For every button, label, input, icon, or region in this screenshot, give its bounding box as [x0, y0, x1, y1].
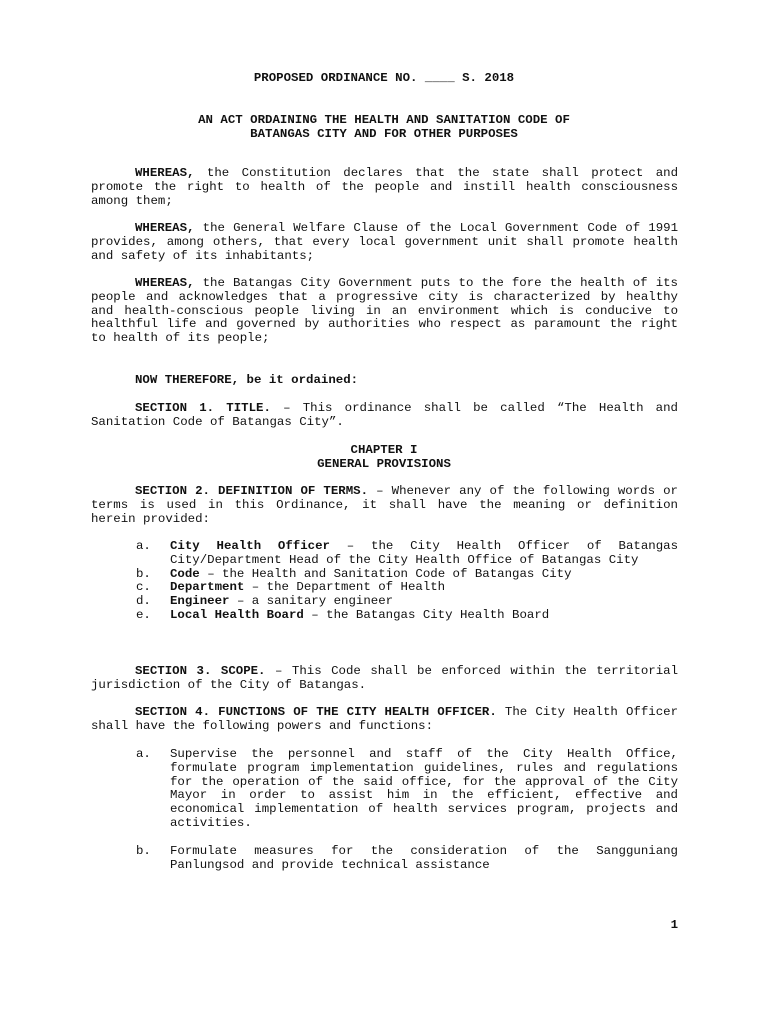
- term-definition: – the Health and Sanitation Code of Batangas City: [207, 566, 572, 581]
- section-3: [91, 665, 678, 693]
- list-item: b. Formulate measures for the consideration of the Sangguniang Panlungsod and provide technical assistance: [136, 843, 678, 872]
- term-definition: – the Department of Health: [251, 580, 446, 595]
- whereas-clause-1: [91, 167, 678, 208]
- list-item: b. Code – the Health and Sanitation Code of Batangas City: [136, 566, 572, 581]
- section-heading: SECTION 1. TITLE.: [135, 401, 271, 415]
- section-1: [91, 402, 678, 430]
- section-text: – Whenever any of the following words or terms is used in this Ordinance, it shall have the meaning or definition herein provided:: [91, 484, 678, 526]
- section-text: The City Health Officer shall have the following powers and functions:: [91, 705, 679, 733]
- function-text: Supervise the personnel and staff of the City Health Office, formulate program implementation guidelines, rules and regulations for the operation of the said office, for the approval of the City Mayor in order to assist him in the efficient, effective and economical implementation of health services program, projects and activities.: [170, 747, 678, 830]
- whereas-lead: WHEREAS,: [135, 221, 195, 235]
- term: Code: [170, 566, 200, 581]
- whereas-text: the General Welfare Clause of the Local Government Code of 1991 provides, among others, that every local government unit shall promote health and safety of its inhabitants;: [91, 221, 679, 263]
- ordinance-title: PROPOSED ORDINANCE NO. ____ S. 2018: [253, 71, 515, 85]
- section-heading: SECTION 2. DEFINITION OF TERMS.: [135, 484, 369, 498]
- section-text: – This ordinance shall be called “The Health and Sanitation Code of Batangas City”.: [91, 401, 678, 429]
- whereas-text: the Batangas City Government puts to the fore the health of its people and acknowledges that a progressive city is characterized by healthy and health-conscious people living in an environment which is conducive to healthful life and governed by authorities who respect as paramount the right to health of its people;: [91, 276, 678, 346]
- term: City Health Officer: [170, 539, 330, 553]
- whereas-clause-2: [91, 222, 678, 263]
- list-item: d. Engineer – a sanitary engineer: [136, 594, 394, 609]
- section-text: – This Code shall be enforced within the territorial jurisdiction of the City of Batangas.: [91, 664, 678, 692]
- term: Department: [170, 580, 245, 595]
- chapter-title: GENERAL PROVISIONS: [317, 457, 451, 471]
- chapter-heading: CHAPTER I: [350, 443, 418, 457]
- functions-list: [136, 748, 678, 872]
- term: Engineer: [170, 594, 230, 609]
- list-item: a. Supervise the personnel and staff of the City Health Office, formulate program implementation guidelines, rules and regulations for the operation of the said office, for the approval of the City Mayor in order to assist him in the efficient, effective and economical implementation of health services program, projects and activities.: [136, 747, 678, 830]
- page-number: 1: [670, 918, 678, 932]
- term-definition: – a sanitary engineer: [236, 594, 394, 609]
- list-item: c. Department – the Department of Health: [136, 580, 446, 595]
- subtitle-line-1: AN ACT ORDAINING THE HEALTH AND SANITATION CODE OF: [198, 113, 570, 127]
- section-4: [91, 706, 678, 734]
- whereas-clause-3: [91, 277, 678, 346]
- section-heading: SECTION 3. SCOPE.: [135, 664, 266, 678]
- now-therefore: NOW THEREFORE, be it ordained:: [135, 373, 359, 387]
- whereas-lead: WHEREAS,: [135, 276, 195, 290]
- whereas-text: the Constitution declares that the state shall protect and promote the right to health of the people and instill health consciousness among them;: [91, 166, 679, 208]
- subtitle-line-2: BATANGAS CITY AND FOR OTHER PURPOSES: [250, 126, 518, 141]
- section-heading: SECTION 4. FUNCTIONS OF THE CITY HEALTH OFFICER.: [135, 705, 497, 719]
- list-item: a. City Health Officer – the City Health Officer of Batangas City/Department Head of the City Health Office of Batangas City: [136, 539, 679, 567]
- function-text: Formulate measures for the consideration of the Sangguniang Panlungsod and provide technical assistance: [170, 843, 678, 872]
- list-item: e. Local Health Board – the Batangas City Health Board: [136, 607, 550, 622]
- whereas-lead: WHEREAS,: [135, 166, 195, 180]
- term: Local Health Board: [170, 607, 304, 622]
- term-definition: – the Batangas City Health Board: [311, 607, 550, 622]
- section-2: [91, 485, 678, 526]
- definitions-list: [136, 540, 678, 623]
- term-definition: – the City Health Officer of Batangas City/Department Head of the City Health Office of Batangas City: [170, 539, 679, 567]
- ordinance-subtitle: [0, 114, 768, 142]
